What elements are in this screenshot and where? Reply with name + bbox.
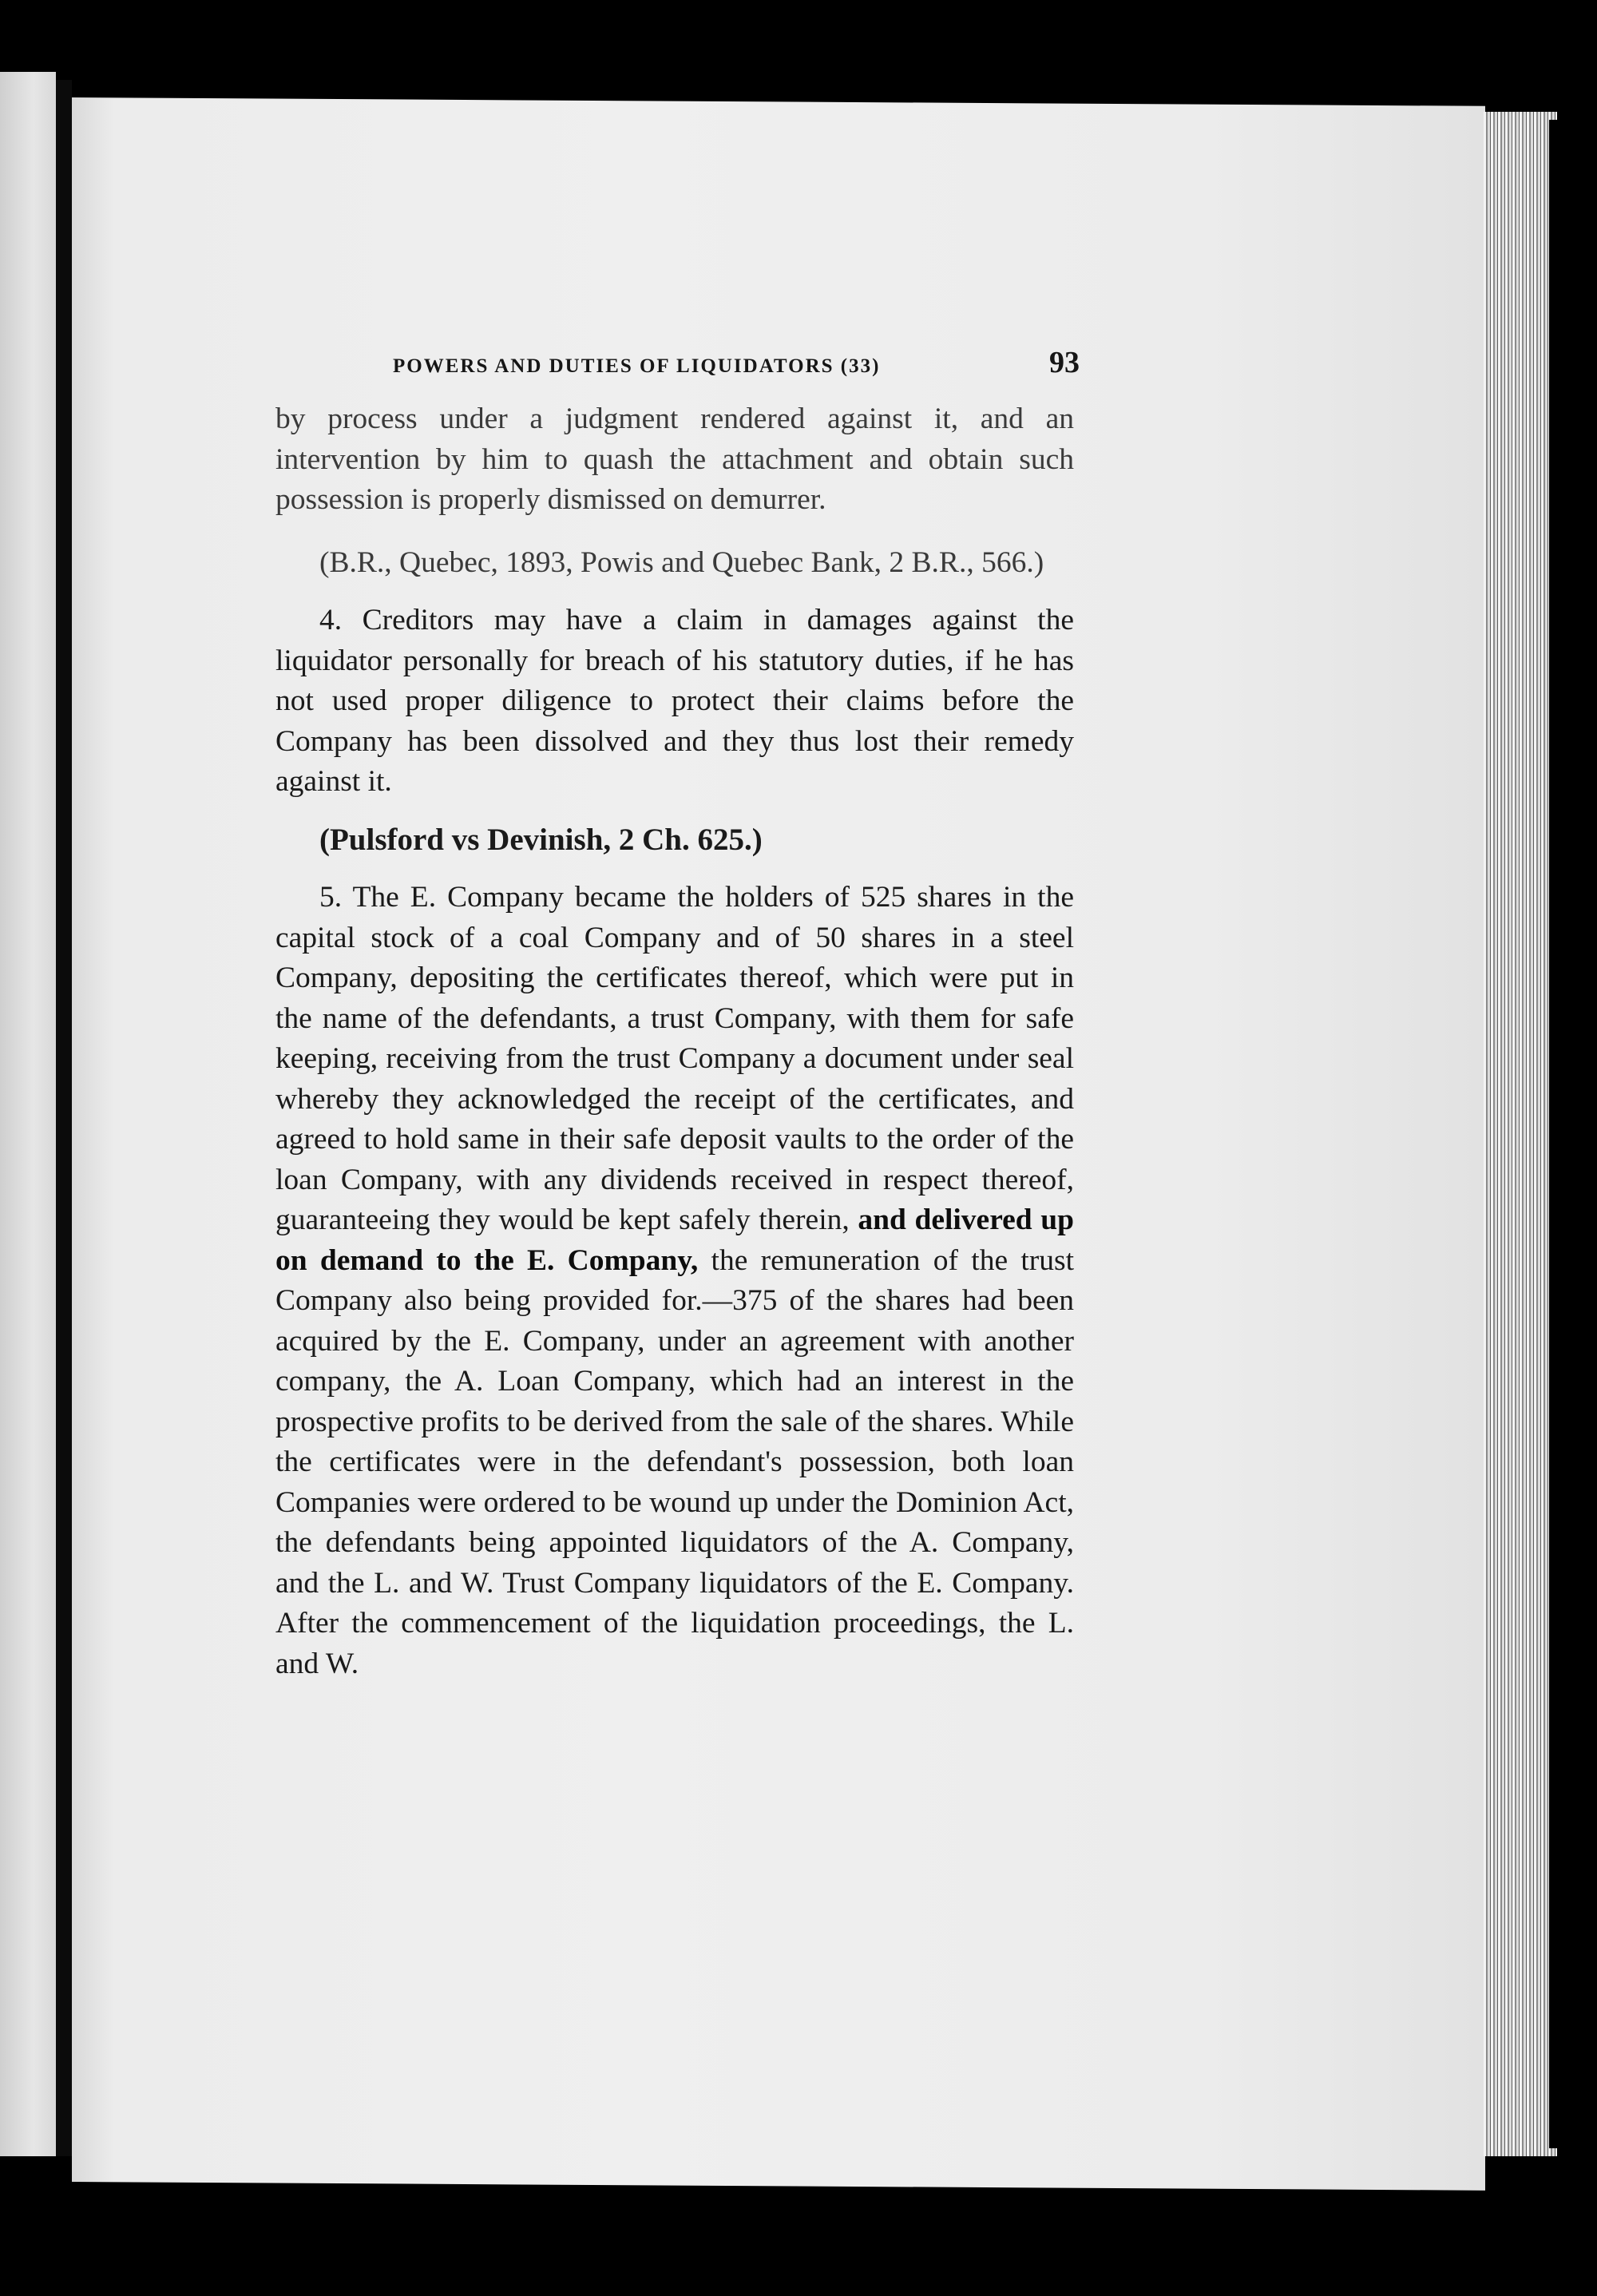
facing-page-edge [0, 72, 56, 2156]
page-number: 93 [1049, 346, 1080, 379]
page-body [275, 399, 1074, 1684]
paragraph-5-part-2: the remuneration of the trust Company also being provided for.—375 of the shares had been acquired by the E. Company, under an agreement with another company, the A. Loan Company, which had an interest in the prospective profits to be derived from the sale of the shares. While the certificates were in the defendant's possession, both loan Companies were ordered to be wound up under the Dominion Act, the defendants being appointed liquidators of the A. Company, and the L. and W. Trust Company liquidators of the E. Company. After the commencement of the liquidation proceedings, the L. and W. [275, 1243, 1075, 1680]
citation-pulsford-devinish: (Pulsford vs Devinish, 2 Ch. 625.) [319, 822, 763, 857]
paragraph-5 [275, 878, 1074, 1684]
page-edge-shadow [1549, 120, 1597, 2148]
running-head: POWERS AND DUTIES OF LIQUIDATORS (33) [393, 355, 881, 377]
paragraph-4: 4. Creditors may have a claim in damages against the liquidator personally for breach of his statutory duties, if he has not used proper diligence to protect their claims before the Company has been dissolved and they thus lost their remedy against it. [275, 604, 1074, 798]
book-gutter [56, 80, 72, 2156]
paragraph-5-part-1: 5. The E. Company became the holders of 525 shares in the capital stock of a coal Company and of 50 shares in a steel Company, depositing the certificates thereof, which were put in the name of the defendants, a trust Company, with them for safe keeping, receiving from the trust Company a document under seal whereby they acknowledged the receipt of the certificates, and agreed to hold same in their safe deposit vaults to the order of the loan Company, with any dividends received in respect thereof, guaranteeing they would be kept safely therein, [275, 881, 1074, 1236]
citation-powis-quebec-bank: (B.R., Quebec, 1893, Powis and Quebec Bank, 2 B.R., 566.) [319, 545, 1044, 579]
page-header [393, 345, 1080, 393]
paragraph-5-bold: and delivered up on demand to the E. Company, [275, 1204, 1075, 1277]
paragraph-continuation: by process under a judgment rendered against it, and an intervention by him to quash the attachment and obtain such possession is properly dismissed on demurrer. [275, 402, 1074, 516]
page-block-edges [1484, 112, 1557, 2156]
